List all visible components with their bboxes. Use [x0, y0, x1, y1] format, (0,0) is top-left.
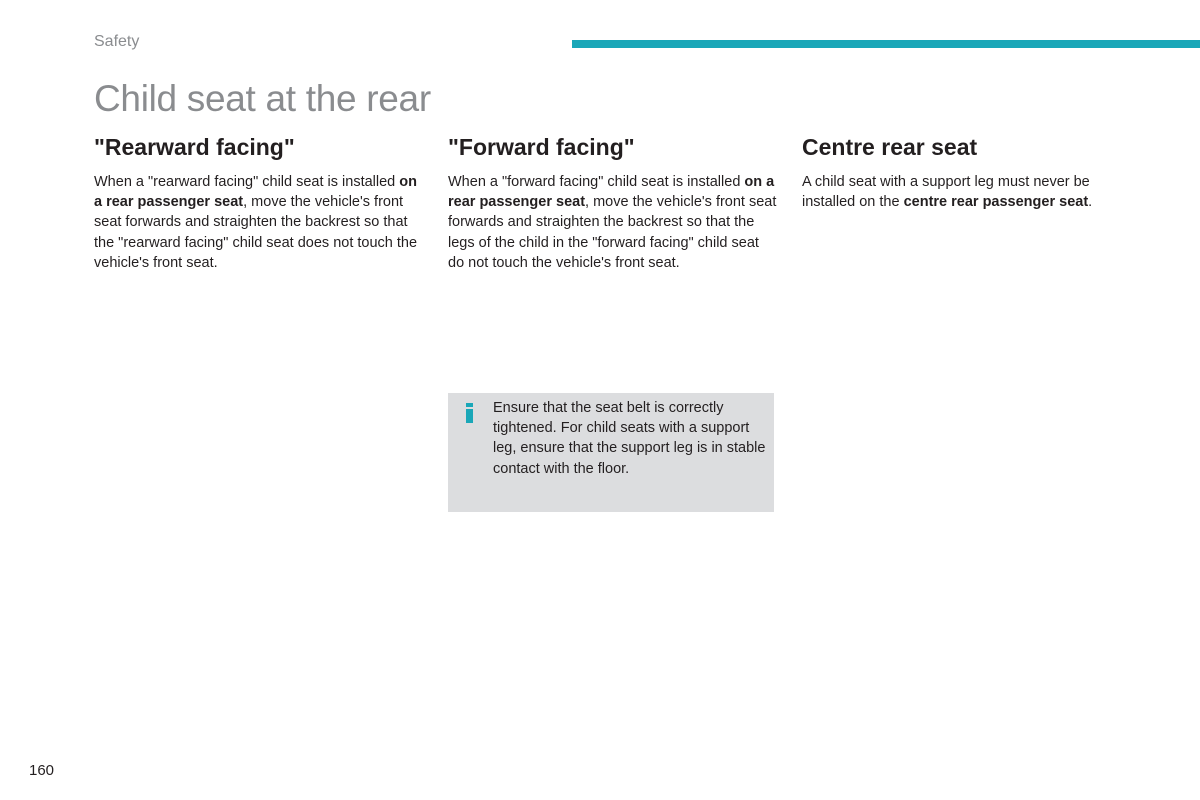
section-label: Safety: [94, 33, 140, 50]
info-box: [448, 393, 774, 512]
column-forward-facing: [448, 132, 778, 273]
column-rearward-facing: [94, 132, 424, 273]
info-icon-dot: [466, 403, 473, 407]
column-body: A child seat with a support leg must never be installed on the centre rear passenger seat.: [802, 174, 1093, 211]
page-title: Child seat at the rear: [94, 78, 431, 119]
column-body: When a "rearward facing" child seat is installed on a rear passenger seat, move the vehicle's front seat forwards and straighten the backrest so that the "rearward facing" child seat does not touch the vehicle's front seat.: [94, 174, 418, 271]
column-centre-rear-seat: [802, 132, 1132, 212]
emphasis: on a rear passenger seat: [448, 174, 775, 211]
info-text: Ensure that the seat belt is correctly tightened. For child seats with a support leg, ensure that the support leg is in stable contact with the floor.: [493, 400, 766, 477]
emphasis: centre rear passenger seat: [903, 194, 1089, 211]
column-heading: "Rearward facing": [94, 134, 295, 160]
info-icon: [466, 403, 474, 423]
emphasis: on a rear passenger seat: [94, 174, 417, 211]
header-accent-bar: [572, 40, 1200, 48]
column-heading: "Forward facing": [448, 134, 635, 160]
column-heading: Centre rear seat: [802, 134, 978, 160]
info-icon-stem: [466, 409, 473, 423]
column-body: When a "forward facing" child seat is installed on a rear passenger seat, move the vehicle's front seat forwards and straighten the backrest so that the legs of the child in the "forward facing" child seat do not touch the vehicle's front seat.: [448, 174, 777, 271]
page-number: 160: [29, 762, 55, 779]
